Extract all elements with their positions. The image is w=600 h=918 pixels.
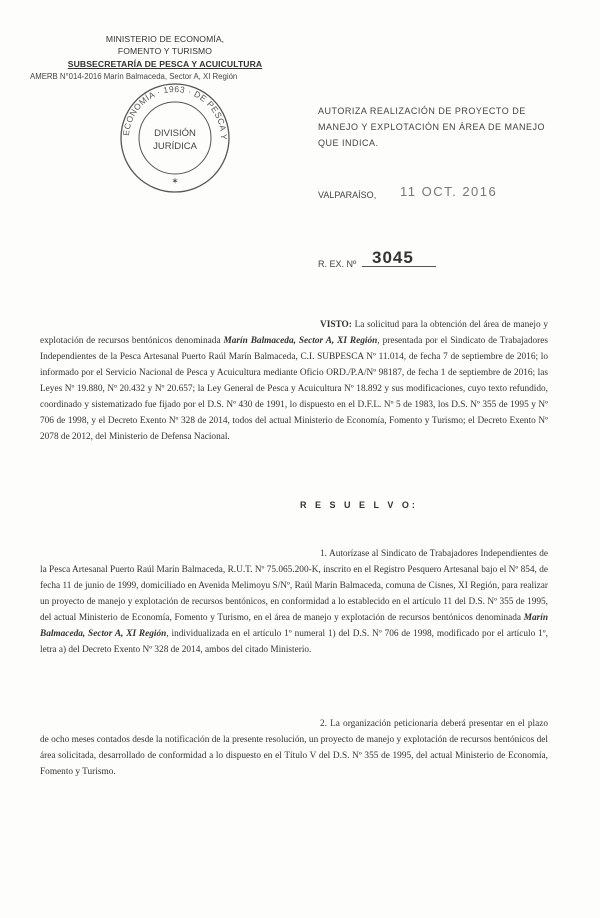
resuelvo-heading: R E S U E L V O: [300,500,418,510]
stamp-line1: DIVISIÓN [154,128,196,139]
paragraph-2-number: 2. [320,719,327,729]
visto-text-2: , presentada por el Sindicato de Trabajadores Independientes de la Pesca Artesanal Puerto Raúl Marín Balmaceda, C.I. SUBPESCA Nº 11.014, de fecha 7 de septiembre de 2016; lo informado por el Servicio Nacional de Pesca y Acuicultura mediante Oficio ORD./P.A/Nº 98187, de fecha 1 de septiembre de 2016; las Leyes Nº 19.880, Nº 20.432 y Nº 20.657; la Ley General de Pesca y Acuicultura Nº 18.892 y sus modificaciones, cuyo texto refundido, coordinado y sistematizado fue fijado por el D.S. Nº 430 de 1991, lo dispuesto en el D.F.L. Nº 5 de 1983, los D.S. Nº 355 de 1995 y Nº 706 de 1998, y el Decreto Exento Nº 328 de 2014, todos del actual Ministerio de Economía, Fomento y Turismo; el Decreto Exento Nº 2078 de 2012, del Ministerio de Defensa Nacional. [40,336,549,442]
subsecretaria-name: SUBSECRETARÍA DE PESCA Y ACUICULTURA [67,59,263,69]
ministry-name: MINISTERIO DE ECONOMÍA, [105,34,225,44]
resolution-subject: AUTORIZA REALIZACIÓN DE PROYECTO DE MANEJO Y EXPLOTACIÓN EN ÁREA DE MANEJO QUE INDICA. [318,106,546,148]
visto-text-1: La solicitud para la obtención del área de manejo y explotación de recursos bentónicos denominada [40,320,548,346]
paragraph-1-number: 1. [320,549,327,559]
paragraph-2-text: La organización peticionaria deberá presentar en el plazo de ocho meses contados desde la notificación de la presente resolución, un proyecto de manejo y explotación de recursos bentónicos del área solicitada, desarrollado de conformidad a lo dispuesto en el Título V del D.S. Nº 355 de 1995, del actual Ministerio de Economía, Fomento y Turismo. [40,719,548,777]
rex-underline [362,266,436,267]
visto-area-name: Marín Balmaceda, Sector A, XI Región [223,336,378,346]
stamp-arc-text: ECONOMÍA · 1963 · DE PESCA Y [120,83,230,141]
paragraph-1-area-name: Marín Balmaceda, Sector A, XI Región [40,613,548,639]
resolution-date: 11 OCT. 2016 [400,184,498,199]
place-label: VALPARAÍSO, [318,190,377,200]
stamp-line2: JURÍDICA [153,141,197,152]
division-juridica-stamp [115,76,235,196]
paragraph-1-text-2: , individualizada en el artículo 1º numeral 1) del D.S. Nº 706 de 1998, modificado por el artículo 1º, letra a) del Decreto Exento Nº 328 de 2014, ambos del citado Ministerio. [40,629,548,655]
reference-code: AMERB N°014-2016 Marín Balmaceda, Sector A, XI Región [30,72,238,81]
visto-label: VISTO: [320,320,352,330]
ministry-name-line2: FOMENTO Y TURISMO [117,46,213,56]
paragraph-1-text-1: Autorízase al Sindicato de Trabajadores Independientes de la Pesca Artesanal Puerto Raúl Marín Balmaceda, R.U.T. Nº 75.065.200-K, inscrito en el Registro Pesquero Artesanal bajo el Nº 854, de fecha 11 de junio de 1999, domiciliado en Avenida Melimoyu S/Nº, Raúl Marín Balmaceda, comuna de Cisnes, XI Región, para realizar un proyecto de manejo y explotación de recursos bentónicos, en conformidad a lo establecido en el artículo 11 del D.S. Nº 355 de 1995, del actual Ministerio de Economía, Fomento y Turismo, en el área de manejo y explotación de recursos bentónicos denominada [40,549,548,623]
rex-number: 3045 [372,248,414,267]
rex-label: R. EX. Nº [318,259,357,269]
paragraph-2 [40,716,548,780]
star-icon: ✶ [171,176,179,186]
paragraph-1 [40,546,548,658]
visto-paragraph [40,317,548,445]
